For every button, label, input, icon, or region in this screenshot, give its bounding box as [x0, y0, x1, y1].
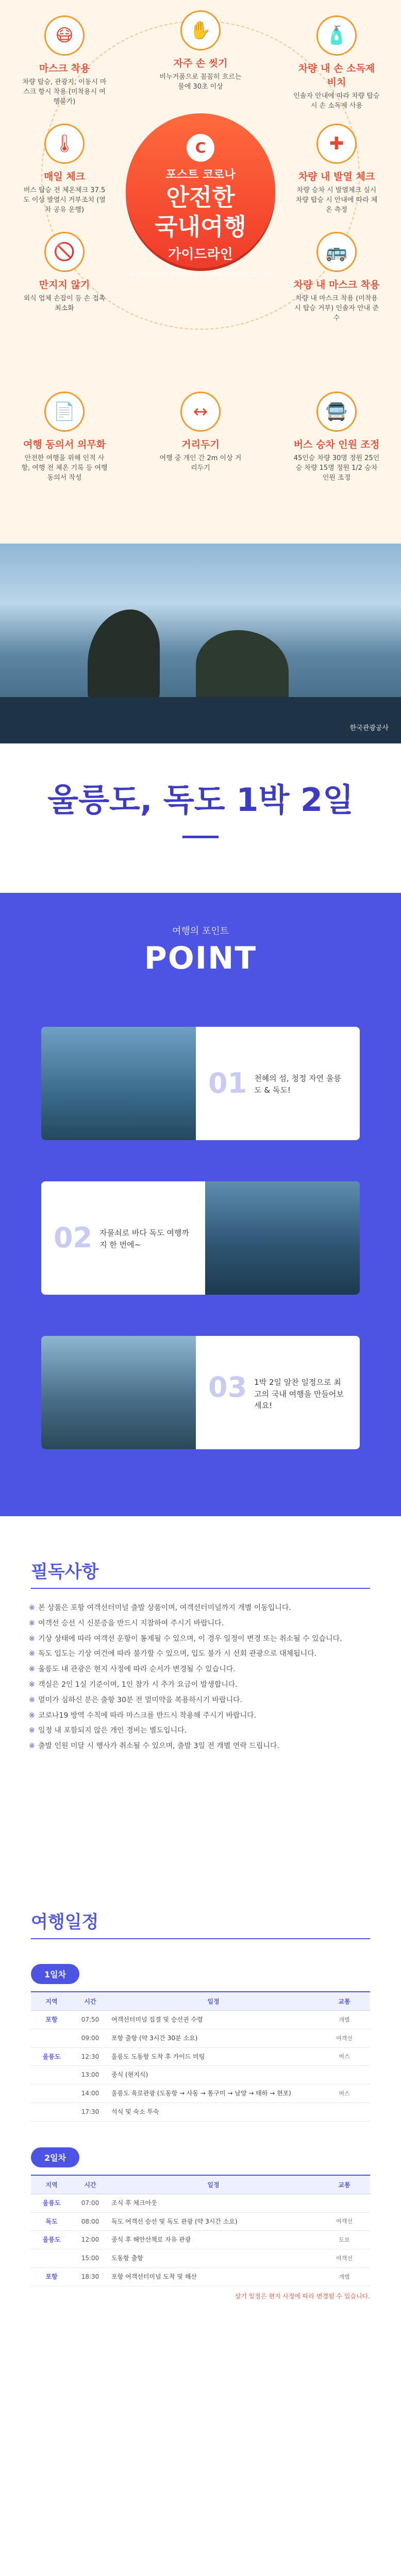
page-title: 울릉도, 독도 1박 2일 [47, 781, 354, 819]
badge-line1: 포스트 코로나 [165, 168, 236, 181]
notice-item: ※ 객실은 2인 1실 기준이며, 1인 참가 시 추가 요금이 발생합니다. [31, 1679, 370, 1691]
row-time: 09:00 [72, 2029, 108, 2047]
point-desc: 1박 2일 알찬 일정으로 최고의 국내 여행을 만들어보세요! [254, 1378, 344, 1411]
row-time: 12:30 [72, 2047, 108, 2066]
table-row [31, 2084, 370, 2103]
col-plan: 일정 [108, 2175, 319, 2194]
center-badge [126, 113, 275, 278]
point-text [196, 1067, 360, 1099]
point-number: 02 [54, 1222, 93, 1254]
fever-check-icon: ✚ [316, 124, 357, 164]
row-transport [319, 2066, 370, 2084]
section-title: 필독사항 [31, 1562, 99, 1582]
day-1-table [31, 1991, 370, 2122]
notice-item: ※ 코로나19 방역 수칙에 따라 마스크를 반드시 착용해 주시기 바랍니다. [31, 1710, 370, 1722]
distance-icon: ↔ [180, 392, 221, 432]
row-location: 독도 [31, 2212, 72, 2231]
rock-shape [88, 609, 160, 702]
row-plan: 포항 출항 (약 3시간 30분 소요) [108, 2029, 319, 2047]
safety-item-fever [293, 124, 380, 215]
row-transport: 개별 [319, 2011, 370, 2029]
safety-item-title: 매일 체크 [43, 171, 86, 182]
row-transport [319, 2194, 370, 2212]
row-time: 12:00 [72, 2231, 108, 2249]
title-box [0, 743, 401, 893]
row-plan: 포항 여객선터미널 도착 및 해산 [108, 2267, 319, 2286]
safety-item-title: 차량 내 손 소독제 비치 [298, 63, 375, 88]
row-plan: 독도 여객선 승선 및 독도 관광 (약 3시간 소요) [108, 2212, 319, 2231]
row-location [31, 2084, 72, 2103]
safety-item-desc: 차량 승차 시 발열체크 실시 차량 탑승 시 안내에 따라 체온 측정 [295, 187, 378, 214]
table-header-row [31, 1992, 370, 2011]
hand-wash-icon: ✋ [180, 10, 221, 50]
safety-item-temp [21, 124, 108, 215]
safety-item-notouch [21, 232, 108, 314]
safety-item-title: 차량 내 발열 체크 [298, 171, 375, 182]
safety-item-title: 만지지 않기 [39, 279, 90, 291]
point-header [0, 893, 401, 976]
document-icon: 📄 [44, 392, 85, 432]
row-location: 포항 [31, 2011, 72, 2029]
point-title: POINT [144, 940, 257, 976]
col-time: 시간 [72, 2175, 108, 2194]
col-location: 지역 [31, 1992, 72, 2011]
badge-line3: 국내여행 [155, 212, 246, 241]
day-2-table [31, 2175, 370, 2286]
safety-guideline-banner [0, 0, 401, 544]
photo-credit: 한국관광공사 [349, 724, 389, 732]
notice-item: ※ 출발 인원 미달 시 행사가 취소될 수 있으며, 출발 3일 전 개별 연락 드립니다. [31, 1740, 370, 1753]
badge-logo: C [187, 134, 214, 162]
row-time: 07:50 [72, 2011, 108, 2029]
safety-item-title: 마스크 착용 [39, 63, 90, 74]
table-row [31, 2212, 370, 2231]
row-plan: 석식 및 숙소 투숙 [108, 2103, 319, 2121]
title-divider [182, 836, 219, 838]
point-photo [41, 1336, 196, 1449]
section-title: 여행일정 [31, 1912, 99, 1933]
point-photo [41, 1027, 196, 1140]
notice-section [0, 1516, 401, 1887]
row-time: 08:00 [72, 2212, 108, 2231]
notice-item: ※ 울릉도 내 관광은 현지 사정에 따라 순서가 변경될 수 있습니다. [31, 1664, 370, 1676]
col-plan: 일정 [108, 1992, 319, 2011]
row-plan: 도동항 출항 [108, 2249, 319, 2268]
table-row [31, 2029, 370, 2047]
notice-item: ※ 기상 상태에 따라 여객선 운항이 통제될 수 있으며, 이 경우 일정이 변경 또는 취소될 수 있습니다. [31, 1633, 370, 1646]
row-transport: 여객선 [319, 2029, 370, 2047]
table-row [31, 2047, 370, 2066]
row-location: 울릉도 [31, 2231, 72, 2249]
point-desc: 천혜의 섬, 청정 자연 울릉도 & 독도! [254, 1074, 341, 1095]
point-photo [205, 1181, 360, 1295]
row-location [31, 2066, 72, 2084]
mask-icon: 😷 [44, 15, 85, 56]
safety-item-desc: 인솔자 안내에 따라 차량 탑승 시 손 소독제 사용 [293, 92, 380, 110]
safety-item-handwash [157, 10, 244, 92]
badge-brand: 한국관광공사 · KOREA TOURISM ORGANIZATION [129, 270, 272, 278]
point-text [196, 1371, 360, 1412]
safety-item-title: 여행 동의서 의무화 [23, 439, 106, 450]
row-transport: 여객선 [319, 2212, 370, 2231]
row-transport: 버스 [319, 2084, 370, 2103]
safety-item-desc: 차량 탑승, 관광지, 이동시 마스크 항시 착용 (미착용시 여행불가) [22, 78, 107, 106]
col-transport: 교통 [319, 1992, 370, 2011]
table-header-row [31, 2175, 370, 2194]
badge-line4: 가이드라인 [168, 246, 233, 262]
safety-item-desc: 안전한 여행을 위해 인적 사항, 여행 전 체온 기록 등 여행 동의서 작성 [21, 454, 108, 482]
table-row [31, 2249, 370, 2268]
row-location: 울릉도 [31, 2194, 72, 2212]
no-touch-icon: 🚫 [44, 232, 85, 272]
row-plan: 울릉도 육로관광 (도동항 → 사동 → 통구미 → 남양 → 태하 → 현포) [108, 2084, 319, 2103]
point-kicker: 여행의 포인트 [172, 926, 229, 937]
point-card-1 [41, 1027, 360, 1140]
table-row [31, 2066, 370, 2084]
notice-item: ※ 독도 입도는 기상 여건에 따라 불가할 수 있으며, 입도 불가 시 선회 관광으로 대체됩니다. [31, 1648, 370, 1660]
row-location [31, 2103, 72, 2121]
safety-item-consent [21, 392, 108, 483]
rock-shape [196, 630, 289, 707]
notice-item: ※ 본 상품은 포항 여객선터미널 출발 상품이며, 여객선터미널까지 개별 이동입니다. [31, 1602, 370, 1615]
section-divider [31, 1938, 370, 1939]
point-number: 01 [208, 1067, 247, 1099]
safety-item-desc: 비누거품으로 꼼꼼히 흐르는 물에 30초 이상 [159, 73, 242, 91]
point-desc: 자물쇠로 바다 독도 여행까지 한 번에~ [99, 1228, 189, 1249]
table-row [31, 2267, 370, 2286]
col-location: 지역 [31, 2175, 72, 2194]
row-transport: 버스 [319, 2047, 370, 2066]
row-time: 17:30 [72, 2103, 108, 2121]
safety-item-desc: 여행 중 개인 간 2m 이상 거리두기 [159, 454, 242, 472]
safety-item-title: 차량 내 마스크 착용 [293, 279, 380, 291]
row-transport: 여객선 [319, 2249, 370, 2268]
row-location [31, 2029, 72, 2047]
itinerary-section [0, 1887, 401, 2576]
row-time: 15:00 [72, 2249, 108, 2268]
row-transport: 개별 [319, 2267, 370, 2286]
itinerary-note: 상기 일정은 현지 사정에 따라 변경될 수 있습니다. [235, 2292, 370, 2300]
notice-list [31, 1602, 370, 1753]
table-row [31, 2103, 370, 2121]
row-time: 14:00 [72, 2084, 108, 2103]
notice-item: ※ 멀미가 심하신 분은 출항 30분 전 멀미약을 복용하시기 바랍니다. [31, 1694, 370, 1707]
hero-photo [0, 544, 401, 743]
row-time: 07:00 [72, 2194, 108, 2212]
badge-line2: 안전한 [166, 183, 235, 211]
thermometer-icon: 🌡 [44, 124, 85, 164]
row-plan: 여객선터미널 집결 및 승선권 수령 [108, 2011, 319, 2029]
sanitizer-icon: 🧴 [316, 15, 357, 56]
row-transport: 도보 [319, 2231, 370, 2249]
safety-item-mask [21, 15, 108, 107]
row-time: 18:30 [72, 2267, 108, 2286]
safety-item-sanitizer [293, 15, 380, 111]
safety-item-bus [293, 392, 380, 483]
safety-item-title: 버스 승차 인원 조정 [293, 439, 380, 450]
safety-item-desc: 차량 내 마스크 착용 (미착용시 탑승 거부) 인솔자 안내 준수 [294, 295, 379, 322]
point-text [41, 1224, 205, 1252]
point-number: 03 [208, 1371, 247, 1404]
row-location [31, 2249, 72, 2268]
day-2-label: 2일차 [31, 2147, 79, 2167]
row-plan: 중식 후 해안산책로 자유 관광 [108, 2231, 319, 2249]
row-time: 13:00 [72, 2066, 108, 2084]
bus-mask-icon: 🚌 [316, 232, 357, 272]
point-section [0, 893, 401, 1516]
day-1-label: 1일차 [31, 1964, 79, 1984]
table-row [31, 2231, 370, 2249]
bus-icon: 🚍 [316, 392, 357, 432]
row-plan: 조식 후 체크아웃 [108, 2194, 319, 2212]
table-row [31, 2194, 370, 2212]
safety-item-desc: 버스 탑승 전 체온체크 37.5도 이상 발열시 거부조치 (열차 공유 운행) [23, 187, 106, 214]
section-divider [31, 1588, 370, 1589]
sea-shape [0, 697, 401, 743]
safety-item-desc: 외식 업체 손잡이 등 손 접촉 최소화 [23, 295, 106, 312]
row-plan: 중식 (현지식) [108, 2066, 319, 2084]
row-transport [319, 2103, 370, 2121]
row-location: 울릉도 [31, 2047, 72, 2066]
safety-item-distance [157, 392, 244, 473]
point-card-3 [41, 1336, 360, 1449]
table-row [31, 2011, 370, 2029]
row-location: 포항 [31, 2267, 72, 2286]
safety-item-desc: 45인승 차량 30명 정원 25인승 차량 15명 정원 1/2 승차 인원 조정 [293, 454, 380, 482]
safety-item-title: 자주 손 씻기 [173, 58, 228, 69]
safety-item-busmask [293, 232, 380, 324]
point-card-2 [41, 1181, 360, 1295]
safety-item-title: 거리두기 [181, 439, 220, 450]
col-transport: 교통 [319, 2175, 370, 2194]
row-plan: 울릉도 도동항 도착 후 가이드 미팅 [108, 2047, 319, 2066]
notice-item: ※ 일정 내 포함되지 않은 개인 경비는 별도입니다. [31, 1725, 370, 1737]
notice-item: ※ 여객선 승선 시 신분증을 반드시 지참하여 주시기 바랍니다. [31, 1618, 370, 1630]
col-time: 시간 [72, 1992, 108, 2011]
